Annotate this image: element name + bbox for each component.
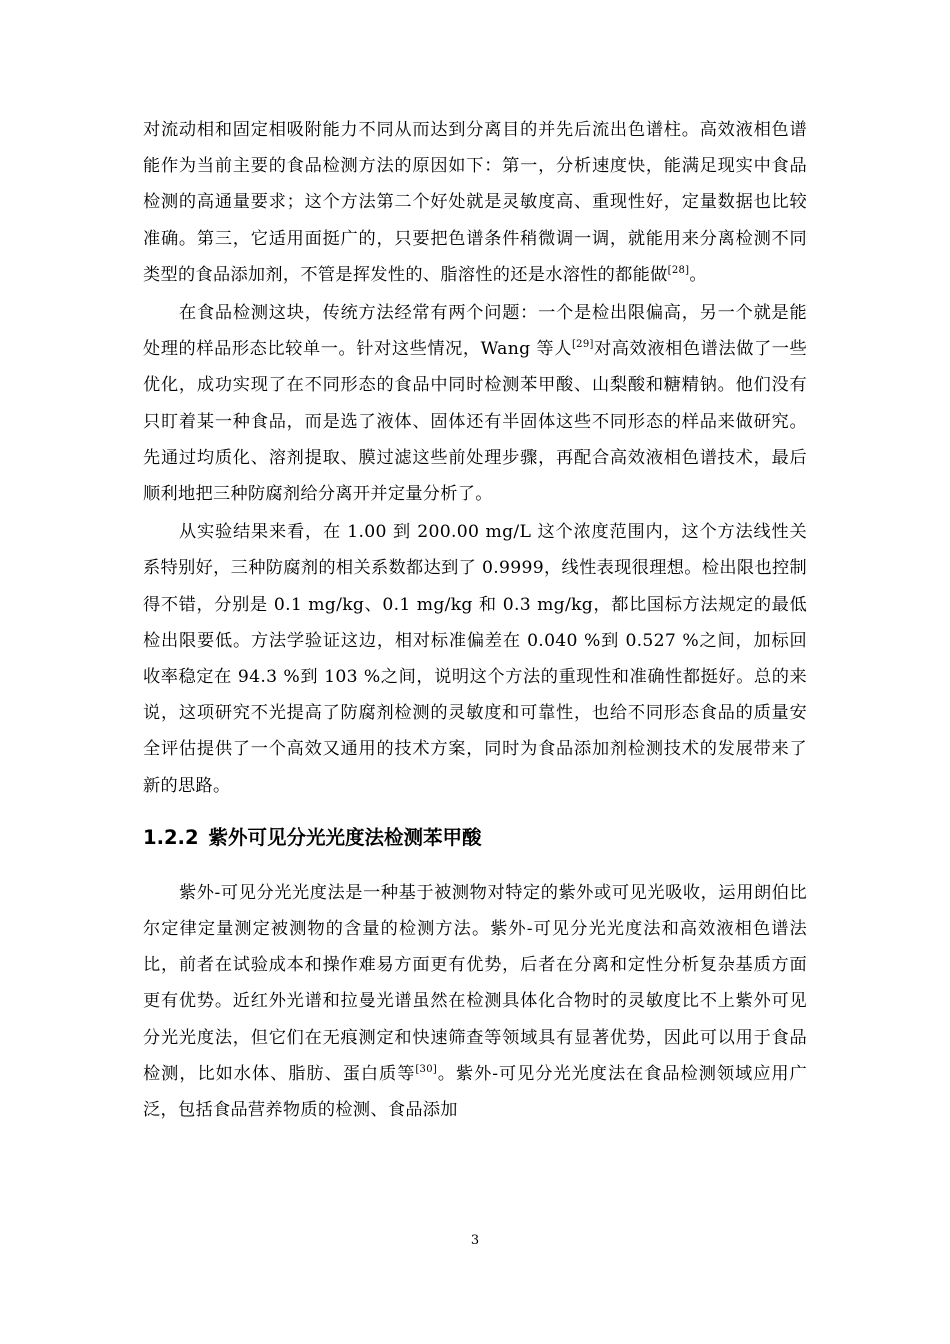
citation-ref: [29] bbox=[571, 339, 594, 351]
section-number: 1.2.2 bbox=[143, 825, 199, 849]
text-run: 紫外-可见分光光度法是一种基于被测物对特定的紫外或可见光吸收，运用朗伯比尔定律定量测定被测物的含量的检测方法。紫外-可见分光光度法和高效液相色谱法比，前者在试验成本和操作难易方面更有优势，后者在分离和定性分析复杂基质方面更有优势。近红外光谱和拉曼光谱虽然在检测具体化合物时的灵敏度比不上紫外可见分光光度法，但它们在无痕测定和快速筛查等领域具有显著优势，因此可以用于食品检测，比如水体、脂肪、蛋白质等 bbox=[143, 882, 807, 1084]
page-body bbox=[143, 112, 807, 1130]
text-run: 对高效液相色谱法做了一些优化，成功实现了在不同形态的食品中同时检测苯甲酸、山梨酸和糖精钠。他们没有只盯着某一种食品，而是选了液体、固体还有半固体这些不同形态的样品来做研究。先通过均质化、溶剂提取、膜过滤这些前处理步骤，再配合高效液相色谱技术，最后顺利地把三种防腐剂给分离开并定量分析了。 bbox=[143, 339, 807, 505]
paragraph-wang-study bbox=[143, 295, 807, 512]
paragraph-uv-vis-method bbox=[143, 875, 807, 1128]
citation-ref: [30] bbox=[415, 1063, 438, 1075]
text-run: 在食品检测这块，传统方法经常有两个问题：一个是检出限偏高，另一个就是能处理的样品形态比较单一。针对这些情况，Wang 等人 bbox=[143, 303, 807, 360]
section-title: 紫外可见分光光度法检测苯甲酸 bbox=[208, 825, 482, 849]
text-run: 。紫外-可见分光光度法在食品检测领域应用广泛，包括食品营养物质的检测、食品添加 bbox=[143, 1063, 807, 1121]
section-heading bbox=[143, 824, 807, 852]
text-run: 对流动相和固定相吸附能力不同从而达到分离目的并先后流出色谱柱。高效液相色谱能作为当前主要的食品检测方法的原因如下：第一，分析速度快，能满足现实中食品检测的高通量要求；这个方法第二个好处就是灵敏度高、重现性好，定量数据也比较准确。第三，它适用面挺广的，只要把色谱条件稍微调一调，就能用来分离检测不同类型的食品添加剂，不管是挥发性的、脂溶性的还是水溶性的都能做 bbox=[143, 120, 807, 285]
text-run: 。 bbox=[689, 264, 707, 285]
text-run: 从实验结果来看，在 1.00 到 200.00 mg/L 这个浓度范围内，这个方法线性关系特别好，三种防腐剂的相关系数都达到了 0.9999，线性表现很理想。检出限也控制得不错，分别是 0.1 mg/kg、0.1 mg/kg 和 0.3 mg/kg，都比国标方法规定的最低检出限要低。方法学验证这边，相对标准偏差在 0.040 %到 0.527 %之间，加标回收率稳定在 94.3 %到 103 %之间，说明这个方法的重现性和准确性都挺好。总的来说，这项研究不光提高了防腐剂检测的灵敏度和可靠性，也给不同形态食品的质量安全评估提供了一个高效又通用的技术方案，同时为食品添加剂检测技术的发展带来了新的思路。 bbox=[143, 522, 807, 796]
page-number: 3 bbox=[470, 1233, 480, 1248]
citation-ref: [28] bbox=[667, 264, 690, 276]
paragraph-hplc-advantages bbox=[143, 112, 807, 293]
paragraph-experimental-results bbox=[143, 514, 807, 804]
